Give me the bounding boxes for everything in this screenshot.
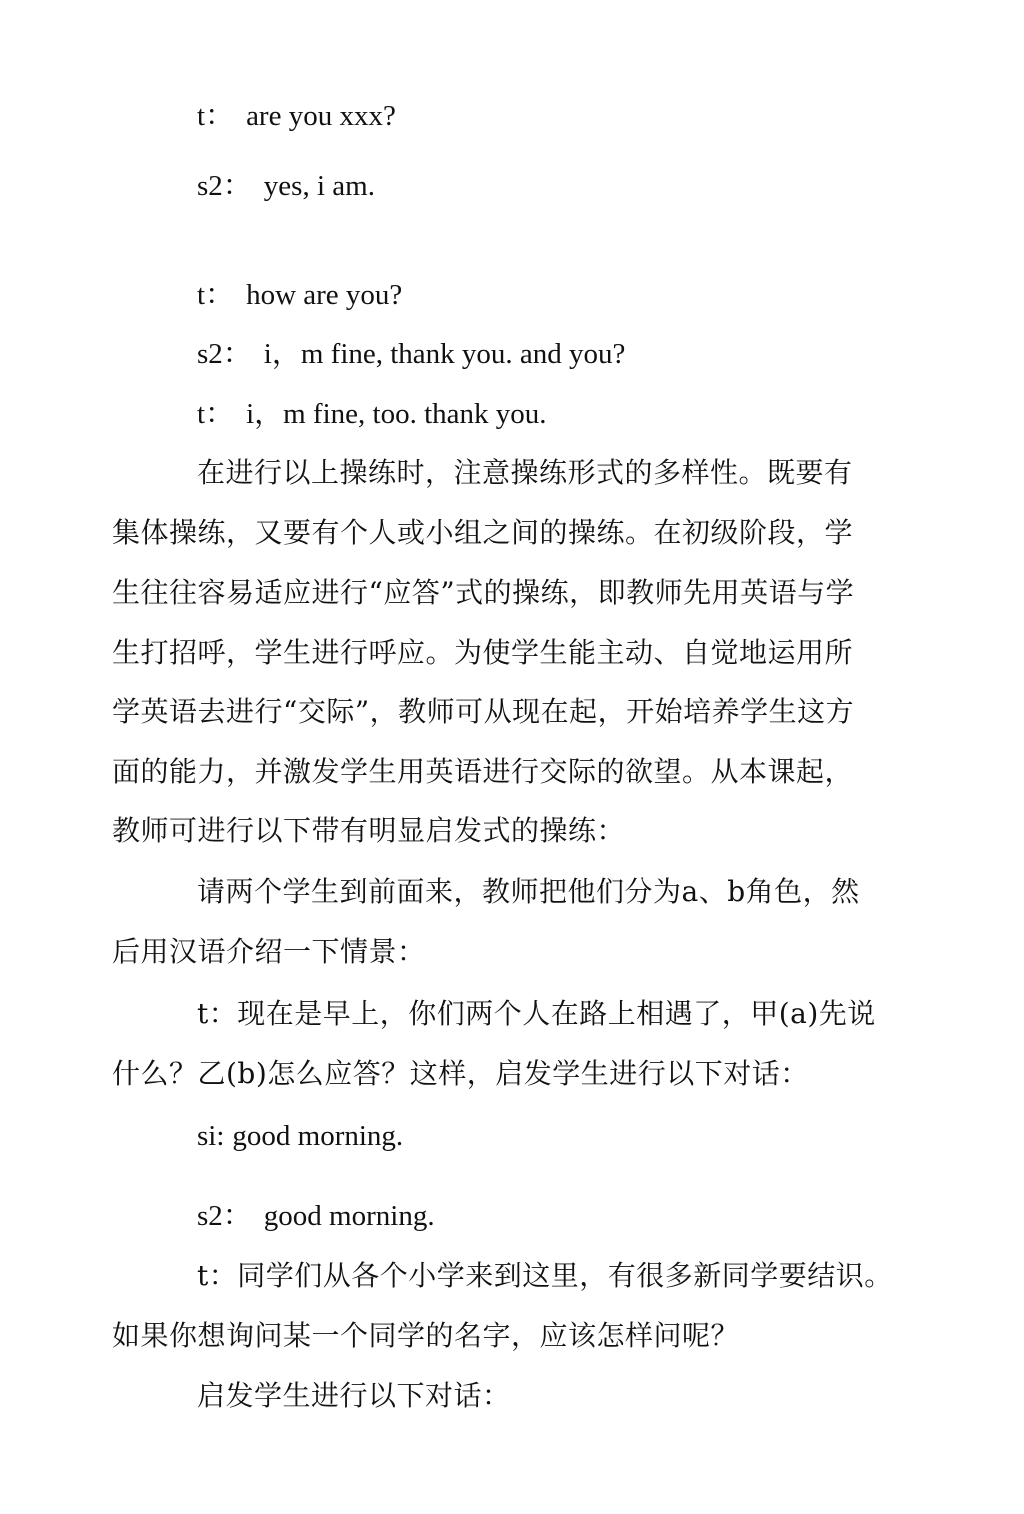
dialogue-line xyxy=(197,98,396,134)
utterance-text: i，m fine, too. thank you. xyxy=(246,398,547,430)
utterance-text: i，m fine, thank you. and you? xyxy=(263,338,626,370)
speaker-label: t： xyxy=(197,398,235,430)
speaker-label: s2： xyxy=(197,170,252,202)
paragraph-line: 集体操练，又要有个人或小组之间的操练。在初级阶段，学 xyxy=(112,516,854,549)
paragraph-line: 生往往容易适应进行“应答”式的操练，即教师先用英语与学 xyxy=(112,576,855,609)
dialogue-line xyxy=(197,277,402,313)
dialogue-line xyxy=(197,396,547,432)
speaker-label: s2： xyxy=(197,338,252,370)
paragraph-line: t：同学们从各个小学来到这里，有很多新同学要结识。 xyxy=(197,1259,893,1292)
speaker-label: s2： xyxy=(197,1200,252,1232)
paragraph-line: 什么？乙(b)怎么应答？这样，启发学生进行以下对话： xyxy=(112,1057,809,1090)
paragraph-line: 面的能力，并激发学生用英语进行交际的欲望。从本课起， xyxy=(112,755,854,788)
paragraph-line: 生打招呼，学生进行呼应。为使学生能主动、自觉地运用所 xyxy=(112,636,854,669)
paragraph-line: 学英语去进行“交际”，教师可从现在起，开始培养学生这方 xyxy=(112,695,855,728)
utterance-text: good morning. xyxy=(232,1120,404,1152)
speaker-label: t： xyxy=(197,100,235,132)
paragraph-line: 教师可进行以下带有明显启发式的操练： xyxy=(112,814,626,847)
dialogue-line xyxy=(197,168,375,204)
dialogue-line xyxy=(197,1118,403,1154)
paragraph-line: 如果你想询问某一个同学的名字，应该怎样问呢？ xyxy=(112,1319,740,1352)
utterance-text: how are you? xyxy=(246,279,403,311)
dialogue-line xyxy=(197,336,625,372)
paragraph-line: t：现在是早上，你们两个人在路上相遇了，甲(a)先说 xyxy=(197,997,876,1030)
paragraph-line: 启发学生进行以下对话： xyxy=(197,1379,511,1412)
speaker-label: si: xyxy=(197,1120,225,1152)
dialogue-line xyxy=(197,1198,435,1234)
paragraph-line: 后用汉语介绍一下情景： xyxy=(112,935,426,968)
paragraph-line: 在进行以上操练时，注意操练形式的多样性。既要有 xyxy=(197,456,853,489)
paragraph-line: 请两个学生到前面来，教师把他们分为a、b角色，然 xyxy=(197,875,860,908)
utterance-text: good morning. xyxy=(263,1200,435,1232)
speaker-label: t： xyxy=(197,279,235,311)
utterance-text: are you xxx? xyxy=(246,100,396,132)
utterance-text: yes, i am. xyxy=(263,170,375,202)
